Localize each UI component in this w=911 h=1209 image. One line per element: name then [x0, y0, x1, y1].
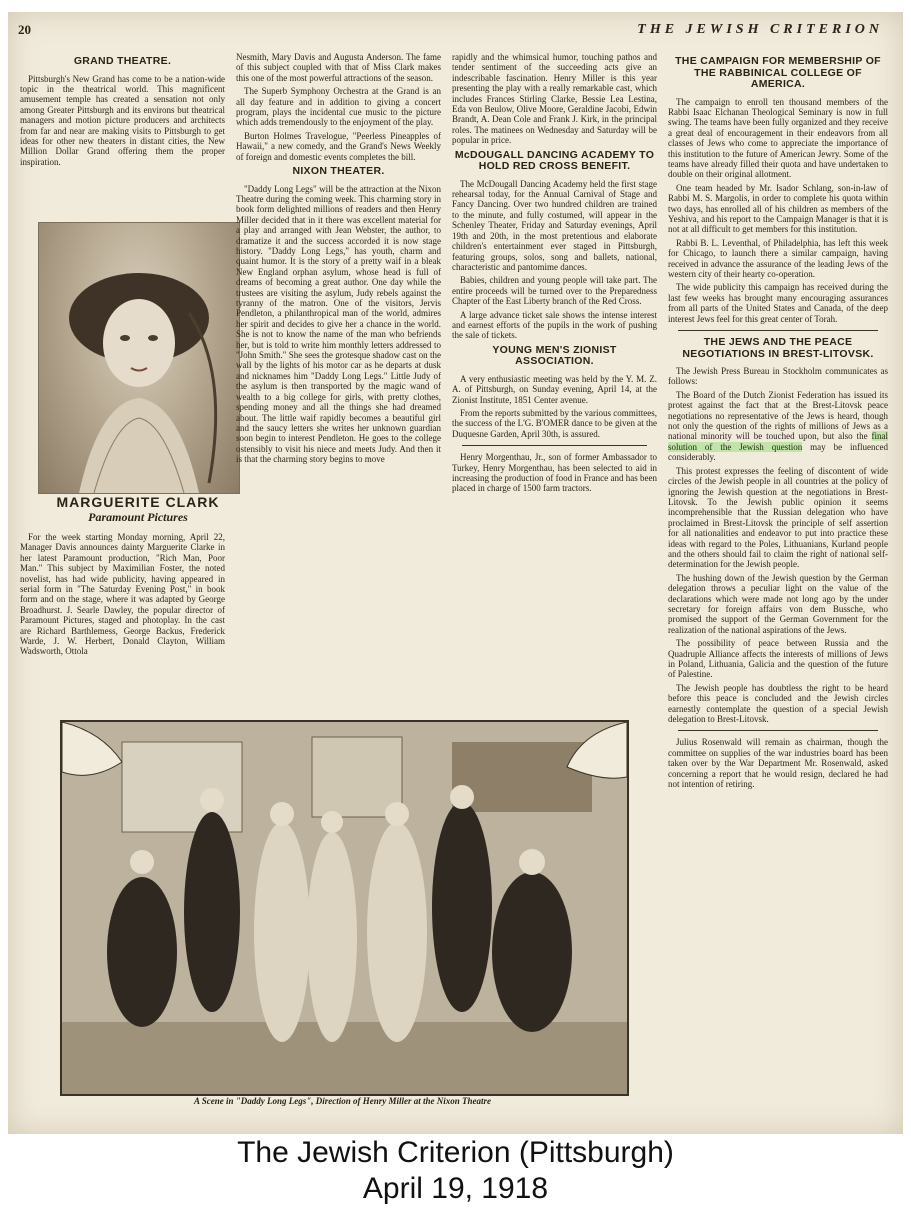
- paragraph: The Jewish Press Bureau in Stockholm communicates as follows:: [668, 366, 888, 387]
- paragraph: The campaign to enroll ten thousand members of the Rabbi Isaac Elchanan Theological Seminary is now in full swing. The teams have been fully organized and they receive a great deal of encouragement in their endeavors from all classes of Jews who come to appreciate the importance of this institution to the future of American Jewry. Some of the teams have already filled their quota and have undertaken to double on their original allotment.: [668, 96, 888, 180]
- marguerite-clark-portrait: [38, 222, 240, 494]
- divider: [678, 730, 878, 731]
- portrait-caption: [38, 494, 238, 525]
- paragraph: The hushing down of the Jewish question by the German delegation throws a peculiar light on the value of the declarations which were made not long ago by the under secretary for foreign affairs von dem Bussche, who promised the support of the German Government for the realization of the national aspirations of the Jews.: [668, 572, 888, 635]
- heading-campaign: THE CAMPAIGN FOR MEMBERSHIP OF THE RABBINICAL COLLEGE OF AMERICA.: [675, 55, 881, 90]
- paragraph: Pittsburgh's New Grand has come to be a nation-wide topic in the theatrical world. This magnificent amusement temple has created a sensation not only among Greater Pittsburgh and its environs but theatrical managers and motion picture producers and architects from far and near are making visits to Pittsburgh to get ideas for other new theaters in distant cities, the New Million Dollar Grand offering them the proper inspiration.: [20, 73, 225, 167]
- paragraph: Babies, children and young people will take part. The entire proceeds will be turned over to the Preparedness Chapter of the East Liberty branch of the Red Cross.: [452, 275, 657, 307]
- paragraph: Burton Holmes Travelogue, "Peerless Pineapples of Hawaii," a new comedy, and the Grand's News Weekly of foreign and domestic events completes the bill.: [236, 130, 441, 162]
- paragraph: From the reports submitted by the various committees, the success of the L'G. B'OMER dance to be given at the Duquesne Garden, April 30th, is assured.: [452, 407, 657, 439]
- paragraph: "Daddy Long Legs" will be the attraction at the Nixon Theatre during the coming week. This charming story in book form delighted millions of readers and then Henry Miller decided that in it there was excellent material for a play and arranged with Jean Webster, the author, to dramatize it and the success accorded it is now stage history. "Daddy Long Legs," has youth, charm and quaint humor. It is the story of a pretty waif in a bleak New England orphan asylum, whose head is full of dreams of becoming a great author. One day while the trustees are visiting the asylum, Judy rebels against the tyranny of the matron. One of the visitors, Jervis Pendleton, a philanthropical man of the world, admires her spirit and decides to give her a chance in the world. She is not to know the name of the man who befriends her, but is told to write him monthly letters addressed to "John Smith." She sees the grotesque shadow cast on the wall by the lights of his motor car as he departs at dusk and nicknames him "Daddy Long Legs." Little Judy of the asylum is then transported by the magic wand of wealth to a big college for girls, with pretty clothes, spending money and all the things she had dreamed about. The little waif rapidly becomes a beautiful girl and the saucy letters she writes her unknown guardian soon begin to interest Pendleton. He goes to the college ostensibly to visit his niece and meets Judy. And then it is that the charming story begins to move: [236, 183, 441, 465]
- paragraph: A large advance ticket sale shows the intense interest and earnest efforts of the pupils in the work of pushing the sale of tickets.: [452, 309, 657, 341]
- portrait-name: MARGUERITE CLARK: [56, 494, 220, 510]
- column-1-lower: [20, 532, 225, 660]
- paragraph: The Superb Symphony Orchestra at the Grand is an all day feature and in addition to giving a concert program, plays the incidental cue music to the picture which adds tremendously to the enjoyment of the play.: [236, 86, 441, 128]
- column-1: [20, 52, 225, 170]
- portrait-studio: Paramount Pictures: [88, 510, 188, 524]
- paragraph: The McDougall Dancing Academy held the first stage rehearsal today, for the Annual Carnival of Stage and Fancy Dancing. Over two hundred children are trained to the minute, and fully costumed, will appear in the Schenley Theater, Friday and Saturday evenings, April 19th and 20th, in the most pretentious and elaborate children's entertainment ever staged in Pittsburgh, featuring groups, solos, song and ballets, national, characteristic and pantomime dances.: [452, 178, 657, 272]
- paragraph: Nesmith, Mary Davis and Augusta Anderson. The fame of this subject coupled with that of Miss Clark makes this one of the most powerful attractions of the season.: [236, 52, 441, 83]
- highlighted-text: final solution of the Jewish question: [668, 431, 888, 452]
- column-2: [236, 52, 441, 468]
- column-3: [452, 52, 657, 497]
- paragraph: This protest expresses the feeling of discontent of wide circles of the Jewish people in all countries at the policy of ignoring the Jewish question at the negotiations in Brest-Litovsk. To the Jewish public opinion it seems incomprehensible that the Russian delegation who have proclaimed in Brest-Litovsk the principle of self assertion for all nationalities and endeavor to put into practice these ideas with regard to the Poles, Lithuanians, Kurland people and the others should fail to claim the right of national self-determination for the Jewish people.: [668, 465, 888, 570]
- page-number: 20: [18, 22, 31, 37]
- divider: [462, 445, 647, 446]
- paragraph: The possibility of peace between Russia and the Quadruple Alliance affects the interests of millions of Jews in Poland, Lithuania, Galicia and the question of the future of Palestine.: [668, 638, 888, 680]
- paragraph: The wide publicity this campaign has received during the last few weeks has brought many encouraging assurances from all parts of the United States and Canada, of the deep interest Jews feel for this great center of Torah.: [668, 282, 888, 324]
- heading-nixon-theater: NIXON THEATER.: [292, 165, 385, 178]
- paragraph: Rabbi B. L. Leventhal, of Philadelphia, has left this week for Chicago, to launch there a similar campaign, having received in advance the assurance of the leading Jews of the western city of their hearty co-operation.: [668, 237, 888, 279]
- divider: [678, 330, 878, 331]
- heading-young-mens-zionist: YOUNG MEN'S ZIONIST ASSOCIATION.: [492, 343, 617, 368]
- paragraph: rapidly and the whimsical humor, touching pathos and tender sentiment of the succeeding acts give an indescribable fascination. Henry Miller is this year presenting the play with a really remarkable cast, which includes Frances Stirling Clarke, Bessie Lea Lestina, Eda von Beulow, Olive Moore, Geraldine Jacobi, Edwin Brandt, A. Dean Cole and Frank J. Kirk, in the principal roles. The matinees on Wednesday and Saturday will be popular in price.: [452, 52, 657, 146]
- daddy-long-legs-scene-photo: [60, 720, 629, 1096]
- column-4: [668, 52, 888, 792]
- paragraph: A very enthusiastic meeting was held by the Y. M. Z. A. of Pittsburgh, on Sunday evening, April 14, at the Zionist Institute, 1851 Center avenue.: [452, 373, 657, 405]
- heading-mcdougall: McDOUGALL DANCING ACADEMY TO HOLD RED CROSS BENEFIT.: [454, 148, 655, 173]
- heading-grand-theatre: GRAND THEATRE.: [73, 55, 172, 67]
- paragraph: Henry Morgenthau, Jr., son of former Ambassador to Turkey, Henry Morgenthau, has been selected to aid in increasing the production of food in France and has been placed in charge of 1500 farm tractors.: [452, 452, 657, 494]
- paragraph: The Jewish people has doubtless the right to be heard before this peace is concluded and the Jewish circles earnestly contemplate the question of a special Jewish delegation to Brest-Litovsk.: [668, 682, 888, 725]
- photo-caption: A Scene in "Daddy Long Legs", Direction of Henry Miller at the Nixon Theatre: [194, 1096, 491, 1106]
- footer-title: The Jewish Criterion (Pittsburgh): [237, 1136, 674, 1169]
- masthead: THE JEWISH CRITERION: [637, 22, 883, 37]
- footer-date: April 19, 1918: [362, 1172, 549, 1205]
- newspaper-page: [8, 12, 903, 1134]
- paragraph: Julius Rosenwald will remain as chairman, though the committee on supplies of the war industries board has been taken over by the War Department Mr. Rosenwald, asked concerning a report that he would resign, declared he had not intention of retiring.: [668, 737, 888, 790]
- paragraph: For the week starting Monday morning, April 22, Manager Davis announces dainty Marguerite Clarke in her latest Paramount production, "Rich Man, Poor Man." This subject by Maximilian Foster, the noted novelist, has had wide publicity, having appeared in serial form in "The Saturday Evening Post," in book form and on the stage, where it was adapted by George Broadhurst. J. Searle Dawley, the popular director of Paramount Pictures, staged and photoplay. In the cast are Richard Barthlemess, George Backus, Frederick Warde, J. W. Herbert, Donald Clayton, William Wadsworth, Ottola: [20, 532, 225, 657]
- heading-jews-peace-negotiations: THE JEWS AND THE PEACE NEGOTIATIONS IN BREST-LITOVSK.: [682, 336, 874, 360]
- paragraph-highlighted: The Board of the Dutch Zionist Federation has issued its protest against the fact that at the Brest-Litovsk peace negotiations no representative of the Jews is heard, though not only the question of the rights of millions of Jews as a national minority will be touched upon, but also the final solution of the Jewish question may be influenced considerably.: [668, 389, 888, 463]
- paragraph: One team headed by Mr. Isador Schlang, son-in-law of Rabbi M. S. Margolis, in order to complete his quota within two days, has enrolled all of his children as members of the Yeshiva, and his report to the Campaign Manager is that it is not at all difficult to get members for this institution.: [668, 182, 888, 235]
